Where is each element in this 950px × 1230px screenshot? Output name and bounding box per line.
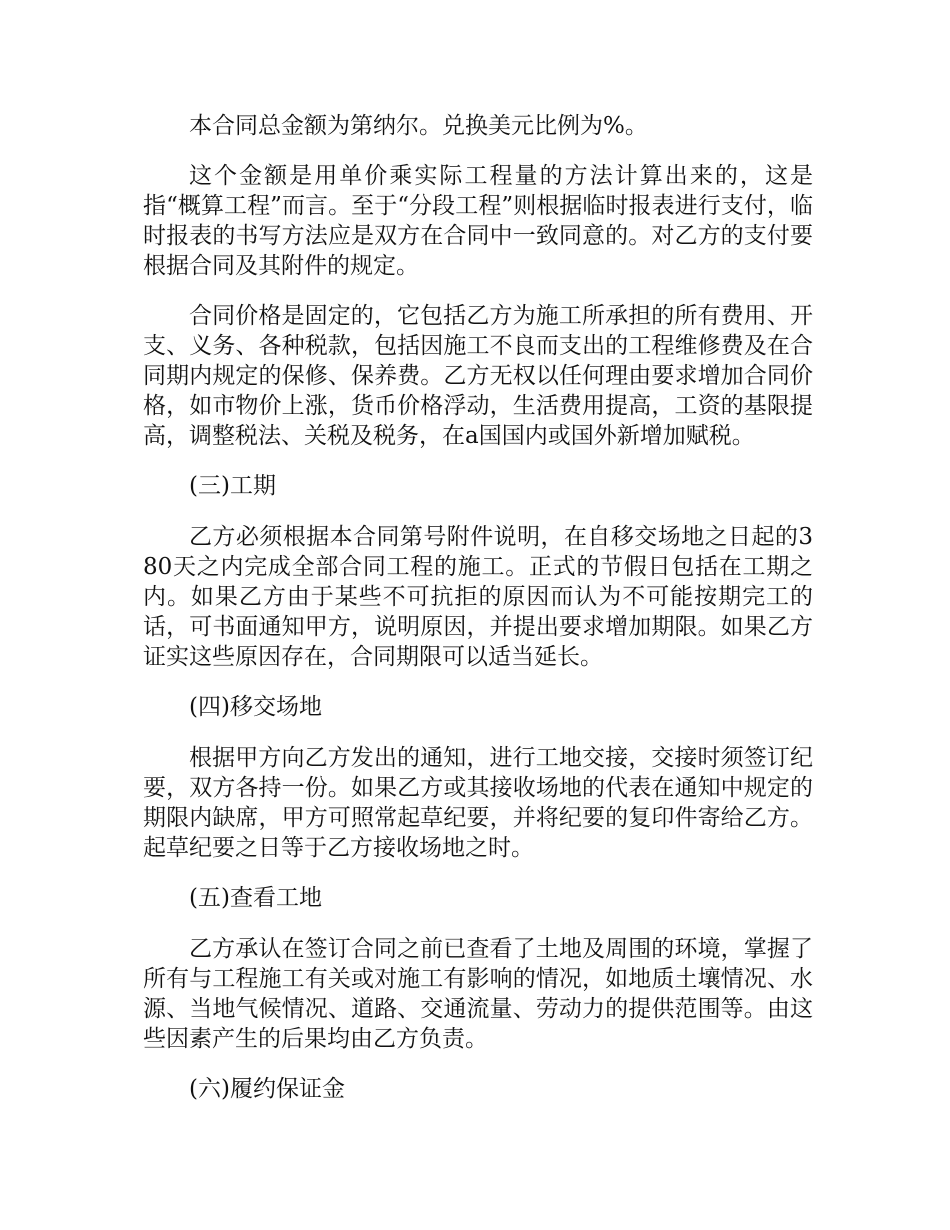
paragraph-total-amount: 本合同总金额为第纳尔。兑换美元比例为%。 bbox=[189, 113, 648, 139]
paragraph-duration: 乙方必须根据本合同第号附件说明，在自移交场地之日起的380天之内完成全部合同工程的施工。正式的节假日包括在工期之内。如果乙方由于某些不可抗拒的原因而认为不可能按期完工的话，可书面通知甲方，说明原因，并提出要求增加期限。如果乙方证实这些原因存在，合同期限可以适当延长。 bbox=[143, 524, 813, 670]
paragraph-calculation-method: 这个金额是用单价乘实际工程量的方法计算出来的，这是指“概算工程”而言。至于“分段工程”则根据临时报表进行支付，临时报表的书写方法应是双方在合同中一致同意的。对乙方的支付要根据合同及其附件的规定。 bbox=[143, 163, 813, 279]
section-heading-site-handover: (四)移交场地 bbox=[189, 694, 322, 720]
paragraph-contract-price: 合同价格是固定的，它包括乙方为施工所承担的所有费用、开支、义务、各种税款，包括因施工不良而支出的工程维修费及在合同期内规定的保修、保养费。乙方无权以任何理由要求增加合同价格，如市物价上涨，货币价格浮动，生活费用提高，工资的基限提高，调整税法、关税及税务，在a国国内或国外新增加赋税。 bbox=[143, 303, 813, 449]
section-heading-site-inspection: (五)查看工地 bbox=[189, 885, 322, 911]
paragraph-site-handover: 根据甲方向乙方发出的通知，进行工地交接，交接时须签订纪要，双方各持一份。如果乙方或其接收场地的代表在通知中规定的期限内缺席，甲方可照常起草纪要，并将纪要的复印件寄给乙方。起草纪要之日等于乙方接收场地之时。 bbox=[143, 745, 813, 861]
paragraph-site-inspection: 乙方承认在签订合同之前已查看了土地及周围的环境，掌握了所有与工程施工有关或对施工有影响的情况，如地质土壤情况、水源、当地气候情况、道路、交通流量、劳动力的提供范围等。由这些因素产生的后果均由乙方负责。 bbox=[143, 936, 813, 1052]
section-heading-duration: (三)工期 bbox=[189, 473, 276, 499]
section-heading-performance-bond: (六)履约保证金 bbox=[189, 1076, 345, 1102]
document-body bbox=[143, 111, 813, 1125]
